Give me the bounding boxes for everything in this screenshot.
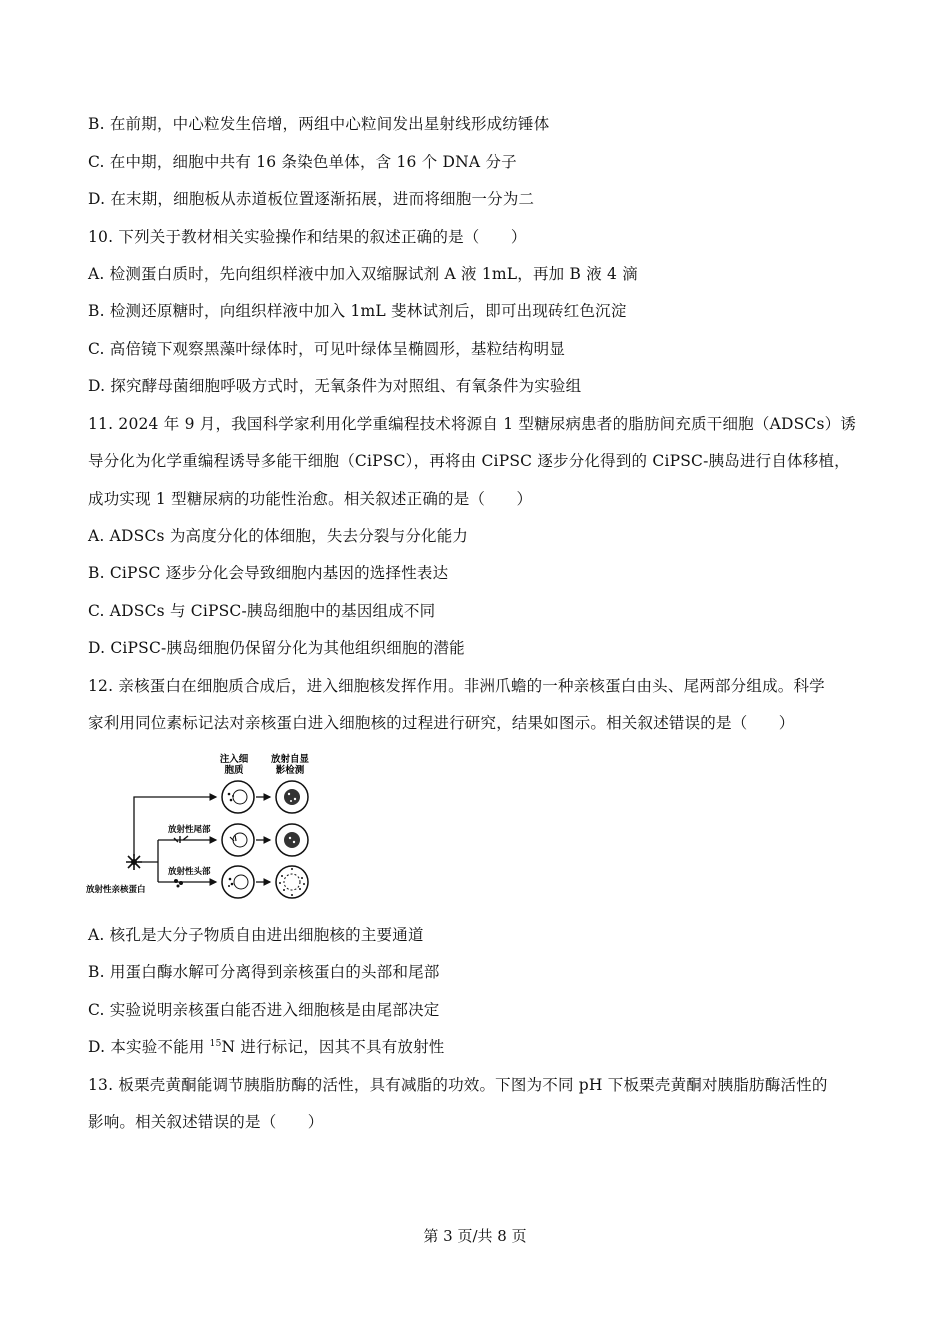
q13-stem-line1: 13. 板栗壳黄酮能调节胰脂肪酶的活性，具有减脂的功效。下图为不同 pH 下板栗壳黄酮对胰脂肪酶活性的	[88, 1076, 828, 1094]
q11-stem-line1: 11. 2024 年 9 月，我国科学家利用化学重编程技术将源自 1 型糖尿病患者的脂肪间充质干细胞（ADSCs）诱	[88, 415, 857, 433]
q11-option-c: C. ADSCs 与 CiPSC-胰岛细胞中的基因组成不同	[88, 602, 436, 620]
cell-injected-tail	[222, 824, 254, 856]
q13-stem-line2: 影响。相关叙述错误的是（ ）	[88, 1113, 324, 1131]
q12-option-d-suffix: N 进行标记，因其不具有放射性	[221, 1038, 445, 1056]
page-footer: 第 3 页/共 8 页	[423, 1227, 527, 1245]
head-fragment-icon	[174, 879, 183, 888]
result-cell-head	[276, 866, 308, 898]
q9-option-c: C. 在中期，细胞中共有 16 条染色单体，含 16 个 DNA 分子	[88, 153, 517, 171]
q12-stem-line2: 家利用同位素标记法对亲核蛋白进入细胞核的过程进行研究，结果如图示。相关叙述错误的是（ ）	[88, 714, 795, 732]
q12-option-d-prefix: D. 本实验不能用	[88, 1038, 210, 1056]
q12-option-c: C. 实验说明亲核蛋白能否进入细胞核是由尾部决定	[88, 1001, 440, 1019]
isotope-mass-number: 15	[209, 1039, 222, 1049]
experiment-diagram	[86, 752, 322, 902]
q9-option-d: D. 在末期，细胞板从赤道板位置逐渐拓展，进而将细胞一分为二	[88, 190, 535, 208]
q11-stem-line2: 导分化为化学重编程诱导多能干细胞（CiPSC），再将由 CiPSC 逐步分化得到的 CiPSC-胰岛进行自体移植，	[88, 452, 850, 470]
nuclear-protein-experiment-figure	[86, 752, 322, 902]
cell-injected-head	[222, 866, 254, 898]
q10-stem: 10. 下列关于教材相关实验操作和结果的叙述正确的是（ ）	[88, 228, 527, 246]
q11-option-d: D. CiPSC-胰岛细胞仍保留分化为其他组织细胞的潜能	[88, 639, 465, 657]
label-protein: 放射性亲核蛋白	[86, 885, 146, 895]
label-tail: 放射性尾部	[168, 825, 211, 835]
label-inject-line2: 胞质	[224, 765, 244, 776]
nuclear-protein-icon	[126, 854, 142, 870]
q12-option-b: B. 用蛋白酶水解可分离得到亲核蛋白的头部和尾部	[88, 963, 440, 981]
label-inject-line1: 注入细	[219, 754, 249, 765]
q10-option-a: A. 检测蛋白质时，先向组织样液中加入双缩脲试剂 A 液 1mL，再加 B 液 4 滴	[88, 265, 638, 283]
q12-stem-line1: 12. 亲核蛋白在细胞质合成后，进入细胞核发挥作用。非洲爪蟾的一种亲核蛋白由头、尾两部分组成。科学	[88, 677, 825, 695]
q11-option-b: B. CiPSC 逐步分化会导致细胞内基因的选择性表达	[88, 564, 449, 582]
q10-option-c: C. 高倍镜下观察黑藻叶绿体时，可见叶绿体呈椭圆形，基粒结构明显	[88, 340, 566, 358]
label-head: 放射性头部	[168, 867, 211, 877]
result-cell-whole	[276, 781, 308, 813]
q11-option-a: A. ADSCs 为高度分化的体细胞，失去分裂与分化能力	[88, 527, 469, 545]
label-detect-line1: 放射自显	[270, 754, 310, 765]
q11-stem-line3: 成功实现 1 型糖尿病的功能性治愈。相关叙述正确的是（ ）	[88, 490, 533, 508]
q9-option-b: B. 在前期，中心粒发生倍增，两组中心粒间发出星射线形成纺锤体	[88, 115, 550, 133]
result-cell-tail	[276, 824, 308, 856]
q12-option-a: A. 核孔是大分子物质自由进出细胞核的主要通道	[88, 926, 424, 944]
label-detect-line2: 影检测	[275, 765, 305, 776]
cell-injected-whole	[222, 781, 254, 813]
q10-option-b: B. 检测还原糖时，向组织样液中加入 1mL 斐林试剂后，即可出现砖红色沉淀	[88, 302, 627, 320]
q12-option-d	[88, 1037, 445, 1057]
q10-option-d: D. 探究酵母菌细胞呼吸方式时，无氧条件为对照组、有氧条件为实验组	[88, 377, 582, 395]
